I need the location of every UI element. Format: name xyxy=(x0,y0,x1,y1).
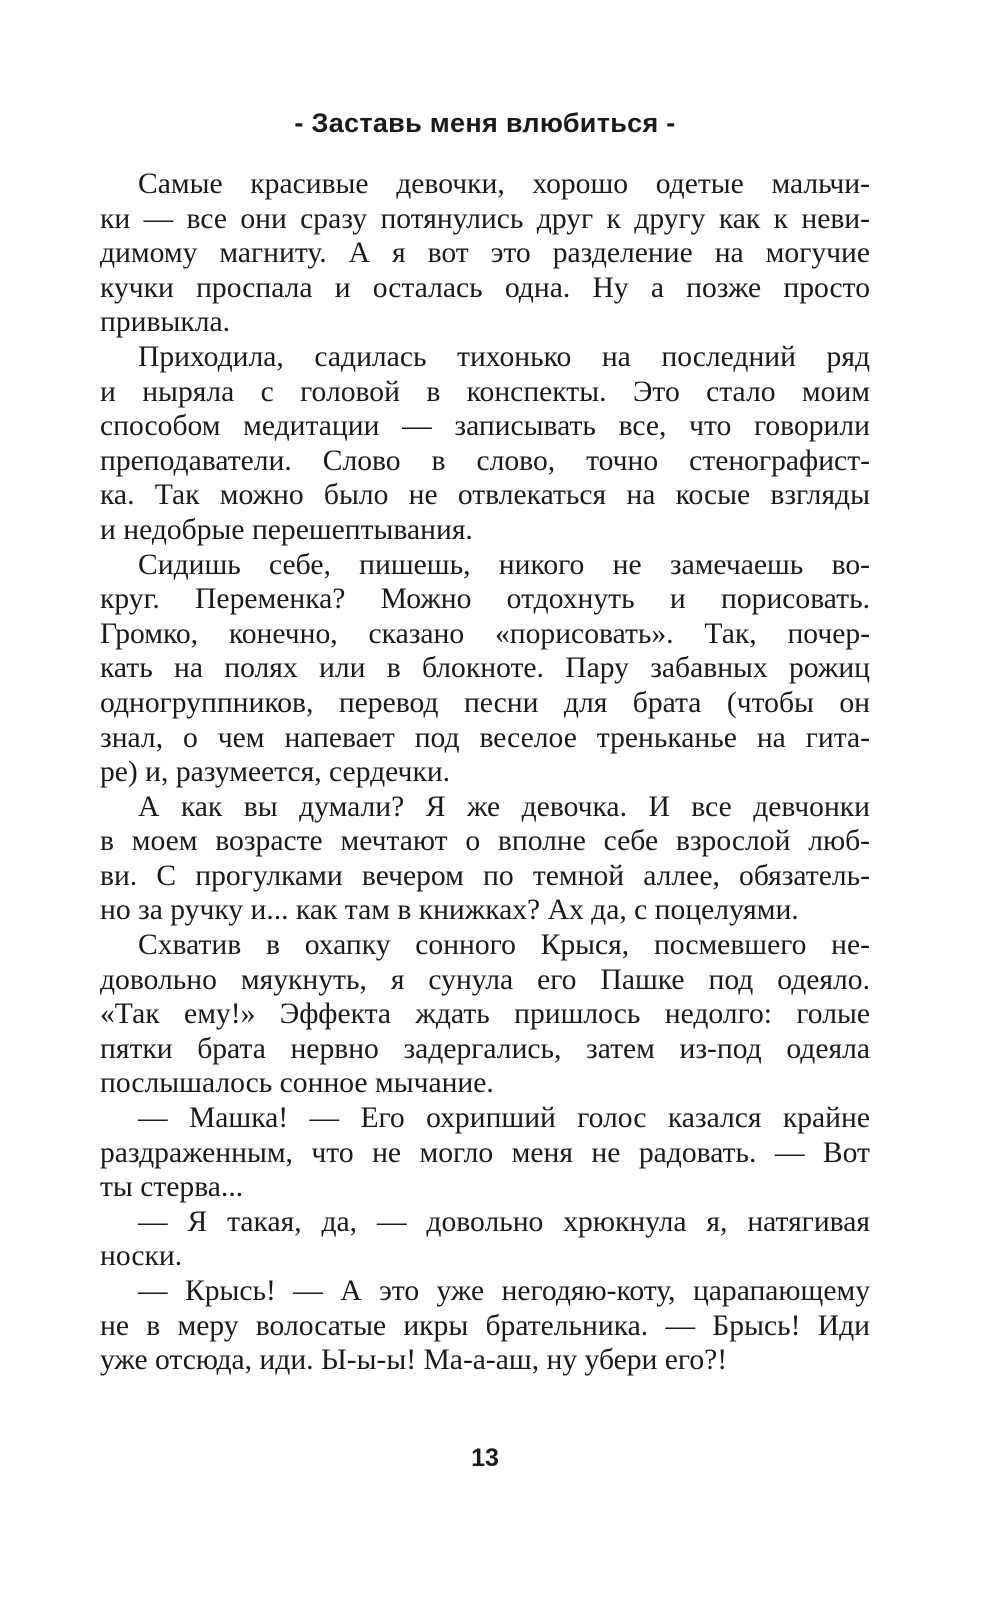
paragraph xyxy=(100,167,870,340)
text-line: довольно мяукнуть, я сунула его Пашке под одеяло. xyxy=(100,963,870,996)
text-line: одногруппников, перевод песни для брата (чтобы он xyxy=(100,686,870,719)
dialogue-paragraph xyxy=(100,1205,870,1274)
text-line: ты стерва... xyxy=(100,1171,244,1204)
book-page xyxy=(100,0,870,1616)
text-line: в моем возрасте мечтают о вполне себе взрослой люб- xyxy=(100,825,870,858)
text-line: димому магниту. А я вот это разделение на могучие xyxy=(100,237,870,270)
text-line: послышалось сонное мычание. xyxy=(100,1067,494,1100)
text-line: не в меру волосатые икры брательника. — Брысь! Иди xyxy=(100,1309,870,1342)
text-line: ки — все они сразу потянулись друг к другу как к неви- xyxy=(100,202,870,235)
text-line: — Машка! — Его охрипший голос казался крайне xyxy=(138,1102,870,1135)
text-line: кать на полях или в блокноте. Пару забавных рожиц xyxy=(100,652,870,685)
dialogue-paragraph xyxy=(100,1101,870,1205)
text-line: привыкла. xyxy=(100,306,231,339)
paragraph xyxy=(100,790,870,928)
text-line: Громко, конечно, сказано «порисовать». Так, почер- xyxy=(100,617,870,650)
text-line: круг. Переменка? Можно отдохнуть и порисовать. xyxy=(100,583,870,616)
paragraph xyxy=(100,548,870,790)
text-line: ре) и, разумеется, сердечки. xyxy=(100,756,451,789)
text-line: Схватив в охапку сонного Крыся, посмевшего не- xyxy=(138,929,870,962)
text-line: «Так ему!» Эффекта ждать пришлось недолго: голые xyxy=(100,998,870,1031)
text-line: раздраженным, что не могло меня не радовать. — Вот xyxy=(100,1136,870,1169)
text-line: уже отсюда, иди. Ы-ы-ы! Ма-а-аш, ну убери его?! xyxy=(100,1344,728,1377)
text-line: пятки брата нервно задергались, затем из-под одеяла xyxy=(100,1032,870,1065)
text-line: кучки проспала и осталась одна. Ну а позже просто xyxy=(100,271,870,304)
running-title: - Заставь меня влюбиться - xyxy=(294,108,676,138)
dialogue-paragraph xyxy=(100,1274,870,1378)
text-line: Сидишь себе, пишешь, никого не замечаешь во- xyxy=(138,548,870,581)
paragraph xyxy=(100,928,870,1101)
text-line: но за ручку и... как там в книжках? Ах да, с поцелуями. xyxy=(100,894,799,927)
text-line: А как вы думали? Я же девочка. И все девчонки xyxy=(138,790,870,823)
text-line: ка. Так можно было не отвлекаться на косые взгляды xyxy=(100,479,870,512)
text-line: и недобрые перешептывания. xyxy=(100,513,473,546)
text-line: знал, о чем напевает под веселое треньканье на гита- xyxy=(100,721,870,754)
text-line: — Крысь! — А это уже негодяю-коту, царапающему xyxy=(138,1275,870,1307)
text-line: способом медитации — записывать все, что говорили xyxy=(100,410,870,443)
text-line: — Я такая, да, — довольно хрюкнула я, натягивая xyxy=(138,1205,870,1238)
text-line: и ныряла с головой в конспекты. Это стало моим xyxy=(100,375,870,408)
text-line: носки. xyxy=(100,1240,183,1273)
text-line: ви. С прогулками вечером по темной аллее, обязатель- xyxy=(100,859,870,892)
page-number: 13 xyxy=(471,1444,499,1472)
body-text xyxy=(100,167,870,1378)
text-line: преподаватели. Слово в слово, точно стенографист- xyxy=(100,444,870,477)
text-line: Самые красивые девочки, хорошо одетые мальчи- xyxy=(138,168,870,200)
text-line: Приходила, садилась тихонько на последний ряд xyxy=(138,340,870,373)
paragraph xyxy=(100,340,870,548)
